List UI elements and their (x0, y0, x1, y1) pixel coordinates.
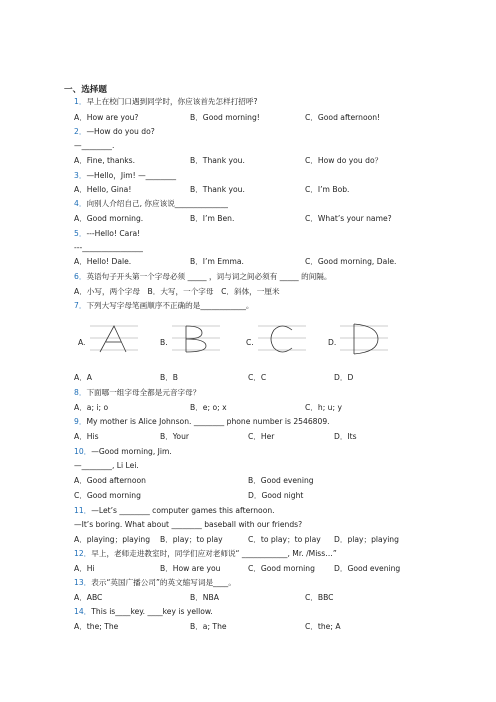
option-c[interactable]: C．to play；to play (248, 535, 321, 544)
option-b[interactable]: B．I’m Emma. (190, 257, 244, 266)
option-d[interactable]: D．D (334, 373, 354, 382)
question-text: 下列大写字母笔画顺序不正确的是____________。 (86, 301, 254, 310)
option-b[interactable]: B．I’m Ben. (190, 214, 235, 223)
figure-label: D. (328, 338, 337, 347)
option-c[interactable]: C．h; u; y (305, 403, 342, 412)
option-b[interactable]: B．e; o; x (190, 403, 227, 412)
answer-blank: —________, Li Lei. (74, 461, 139, 470)
option-c[interactable]: C．the; A (305, 622, 341, 631)
question-text: This is____key. ____key is yellow. (91, 607, 213, 616)
question-number: 10． (74, 447, 92, 456)
option-a[interactable]: A．the; The (74, 622, 119, 631)
option-a[interactable]: A．playing；playing (74, 535, 151, 544)
question-8 (74, 388, 200, 398)
question-number: 3． (74, 171, 87, 180)
figure-d (324, 318, 394, 364)
question-number: 7． (74, 301, 87, 310)
option-a[interactable]: A．How are you? (74, 113, 139, 122)
question-text: —How do you do? (86, 127, 155, 136)
question-number: 12． (74, 549, 92, 558)
question-text: 向别人介绍自己, 你应该说______________ (86, 199, 228, 208)
question-11 (74, 506, 275, 516)
question-text: —Good morning, Jim. (91, 447, 172, 456)
question-number: 11． (74, 506, 92, 515)
option-b[interactable]: B．play；to play (160, 535, 223, 544)
option-c[interactable]: C．I’m Bob. (305, 185, 350, 194)
letter-b-strokes (172, 320, 220, 360)
option-c[interactable]: C．Good afternoon! (305, 113, 381, 122)
option-a[interactable]: A．a; i; o (74, 403, 109, 412)
question-2 (74, 127, 155, 137)
option-b[interactable]: B．Thank you. (190, 156, 245, 165)
option-c[interactable]: C．Good morning (74, 491, 141, 500)
question-number: 13． (74, 578, 92, 587)
option-b[interactable]: B．Thank you. (190, 185, 245, 194)
option-b[interactable]: B．a; The (190, 622, 227, 631)
question-text: 早上在校门口遇到同学时，你应该首先怎样打招呼? (86, 97, 258, 106)
option-a[interactable]: A．Hi (74, 564, 95, 573)
question-text-line-2: —It’s boring. What about ________ baseball with our friends? (74, 520, 303, 529)
question-text: —Hello，Jim! —________ (86, 171, 177, 180)
question-1 (74, 97, 258, 107)
option-d[interactable]: D．play；playing (334, 535, 399, 544)
question-number: 5． (74, 229, 87, 238)
option-d[interactable]: D．Its (334, 432, 357, 441)
letter-a-strokes (90, 320, 138, 360)
question-13 (74, 578, 236, 588)
option-a[interactable]: A．Good morning. (74, 214, 144, 223)
question-4 (74, 199, 228, 209)
option-b[interactable]: B．B (160, 373, 179, 382)
option-c[interactable]: C．C (248, 373, 267, 382)
option-c[interactable]: C．Her (248, 432, 275, 441)
question-3 (74, 171, 176, 181)
question-7 (74, 301, 254, 311)
figure-a (74, 318, 144, 364)
option-c[interactable]: C．Good morning (248, 564, 315, 573)
options-row[interactable]: A．小写，两个字母 B．大写，一个字母 C．斜体，一厘米 (74, 287, 280, 296)
question-6 (74, 272, 332, 282)
option-a[interactable]: A．ABC (74, 593, 103, 602)
option-b[interactable]: B．Your (160, 432, 190, 441)
letter-d-strokes (340, 320, 388, 360)
section-title: 一、选择题 (64, 85, 107, 95)
option-c[interactable]: C．What’s your name? (305, 214, 392, 223)
option-a[interactable]: A．His (74, 432, 99, 441)
option-c[interactable]: C．Good morning, Dale. (305, 257, 397, 266)
question-text: My mother is Alice Johnson. ________ phone number is 2546809. (86, 417, 330, 426)
stroke-order-figures (74, 318, 404, 364)
question-number: 8． (74, 388, 87, 397)
figure-label: B. (160, 338, 168, 347)
letter-c-strokes (258, 320, 306, 360)
question-text: 下面哪一组字母全都是元音字母？ (86, 388, 201, 397)
option-a[interactable]: A．Good afternoon (74, 476, 146, 485)
option-a[interactable]: A．Fine, thanks. (74, 156, 136, 165)
question-14 (74, 607, 213, 617)
option-a[interactable]: A．Hello! Dale. (74, 257, 132, 266)
option-b[interactable]: B．Good evening (248, 476, 314, 485)
figure-label: C. (246, 338, 254, 347)
option-b[interactable]: B．Good morning! (190, 113, 260, 122)
question-text: 表示“英国广播公司”的英文缩写词是____。 (91, 578, 236, 587)
question-number: 1． (74, 97, 87, 106)
figure-label: A. (78, 338, 86, 347)
question-text: 英语句子开头第一个字母必须 _____ ，词与词之间必须有 _____ 的间隔。 (86, 272, 332, 281)
question-number: 6． (74, 272, 87, 281)
question-number: 14． (74, 607, 92, 616)
option-c[interactable]: C．How do you do？ (305, 156, 383, 165)
option-a[interactable]: A．Hello, Gina! (74, 185, 132, 194)
question-10 (74, 447, 172, 457)
option-b[interactable]: B．NBA (190, 593, 219, 602)
option-a[interactable]: A．A (74, 373, 92, 382)
option-c[interactable]: C．BBC (305, 593, 334, 602)
question-12 (74, 549, 337, 559)
option-d[interactable]: D．Good evening (334, 564, 401, 573)
option-b[interactable]: B．How are you (160, 564, 221, 573)
figure-c (242, 318, 312, 364)
question-number: 4． (74, 199, 87, 208)
question-text: 早上，老师走进教室时，同学们应对老师说“ ____________, Mr. /Miss…” (91, 549, 337, 558)
option-d[interactable]: D．Good night (248, 491, 304, 500)
figure-b (156, 318, 226, 364)
question-number: 9． (74, 417, 87, 426)
question-text: ---Hello! Cara! (86, 229, 141, 238)
question-9 (74, 417, 330, 427)
question-text: —Let’s ________ computer games this afternoon. (91, 506, 275, 515)
answer-blank: —________. (74, 141, 115, 150)
question-5 (74, 229, 140, 239)
question-number: 2． (74, 127, 87, 136)
answer-blank: ---________________ (74, 243, 143, 252)
